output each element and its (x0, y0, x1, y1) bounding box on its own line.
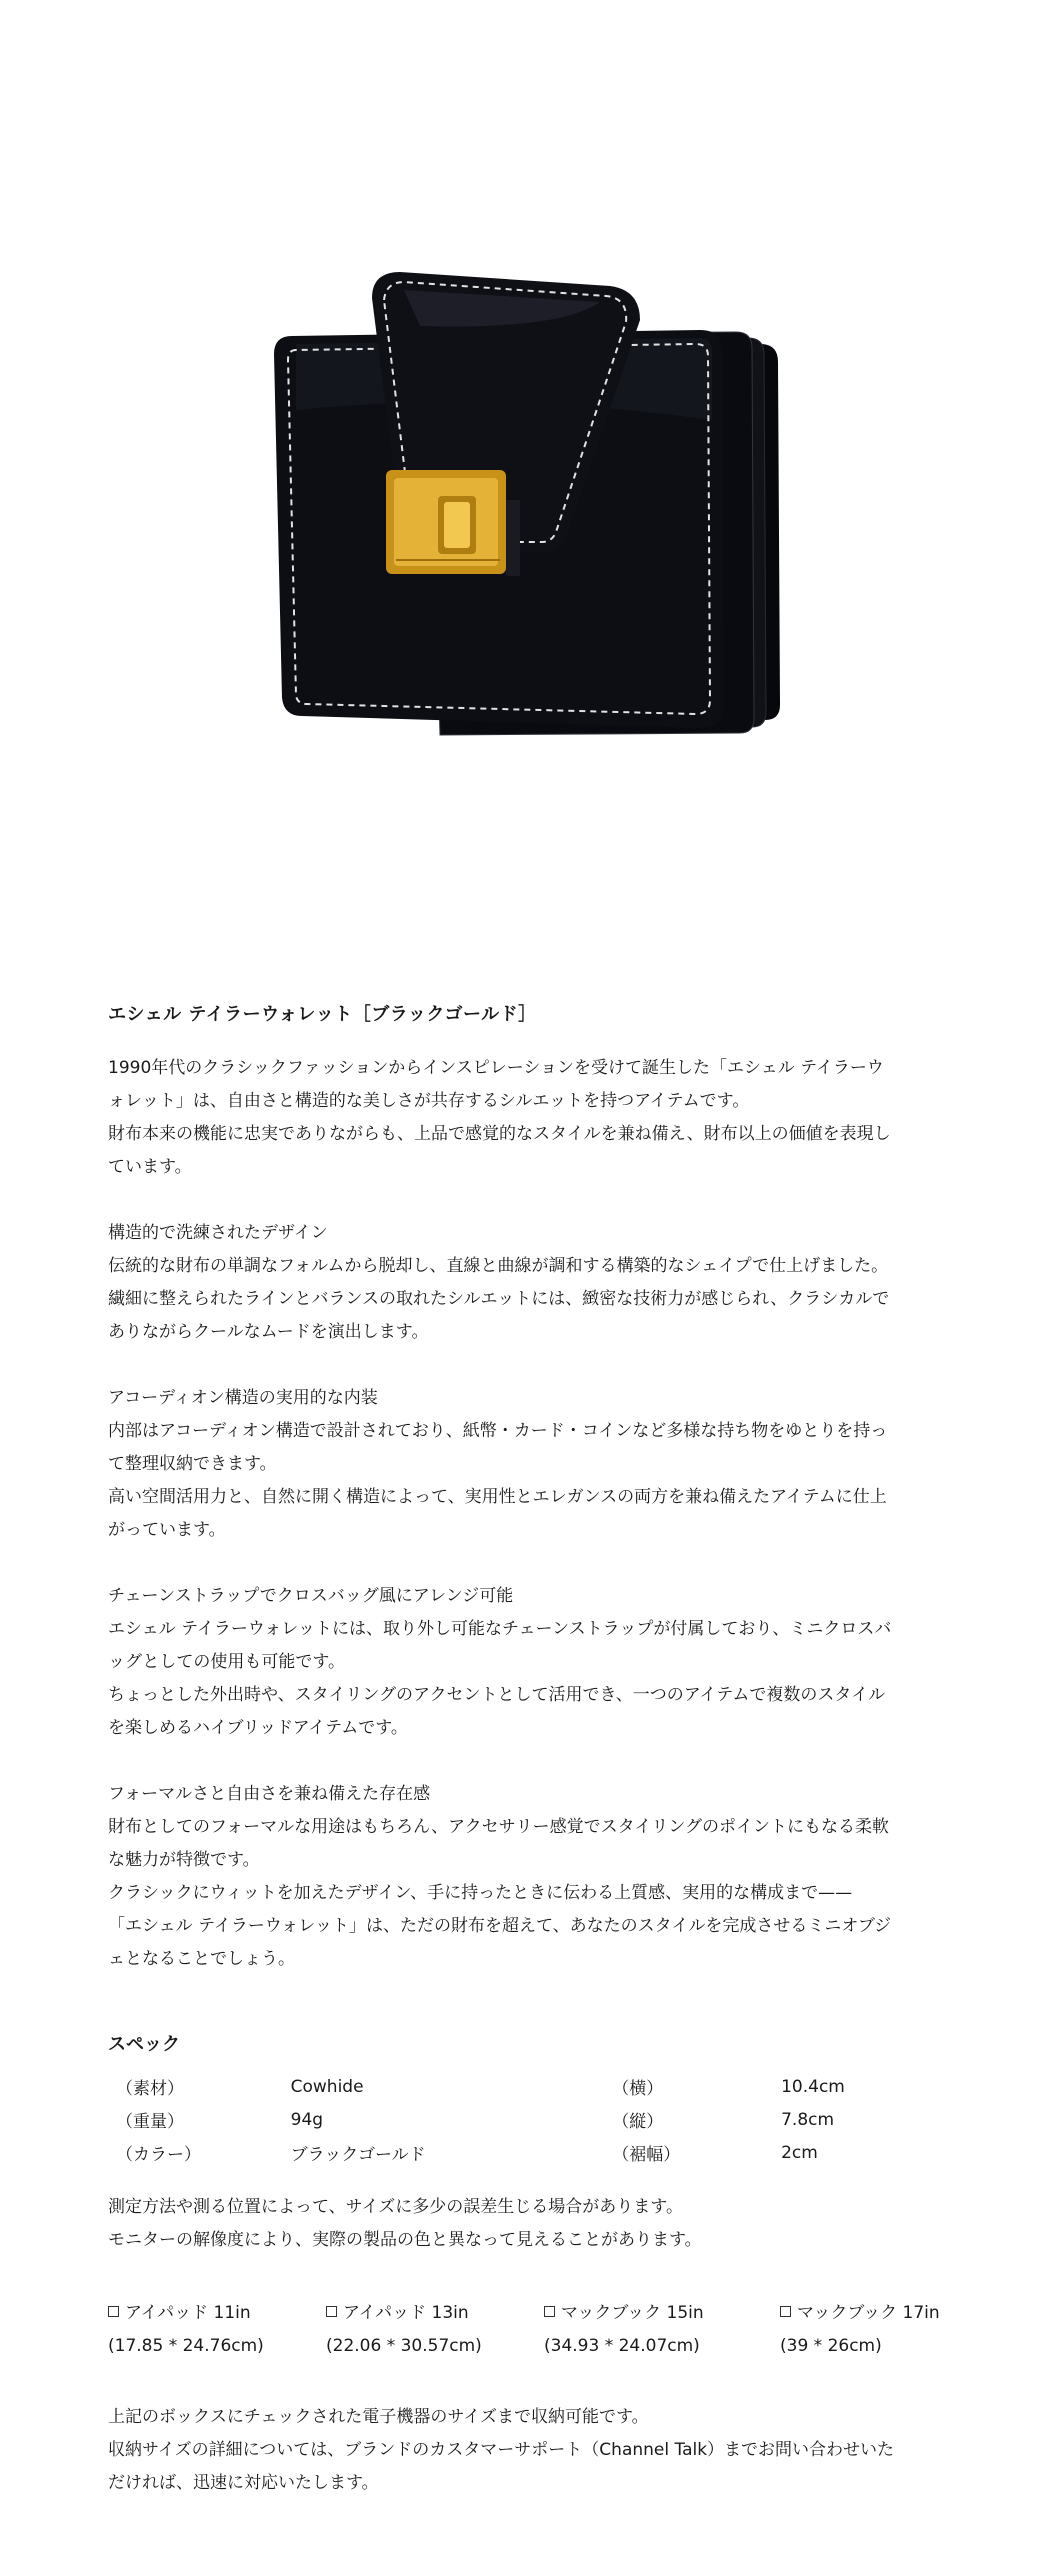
device-name: アイパッド 13in (343, 2303, 469, 2323)
product-title: エシェル テイラーウォレット［ブラックゴールド］ (108, 1004, 537, 1025)
spec-label: （素材） (116, 2079, 184, 2099)
spec-label: （カラー） (116, 2145, 201, 2165)
spec-table (108, 2070, 960, 2169)
spec-title: スペック (108, 2034, 180, 2055)
spec-value: 2cm (781, 2142, 818, 2163)
product-description (108, 1000, 960, 2500)
wallet-product-photo (0, 0, 1052, 960)
table-row (108, 2103, 960, 2136)
section-chain-strap (108, 1580, 960, 1745)
spec-label: （縦） (612, 2112, 664, 2132)
section-body: 伝統的な財布の単調なフォルムから脱却し、直線と曲線が調和する構築的なシェイプで仕上げました。 繊細に整えられたラインとバランスの取れたシルエットには、緻密な技術力が感じられ、クラシカルで ありながらクールなムードを演出します。 (108, 1256, 890, 1342)
spec-notes: 測定方法や測る位置によって、サイズに多少の誤差生じる場合があります。 モニターの解像度により、実際の製品の色と異なって見えることがあります。 (108, 2197, 702, 2250)
spec-value: Cowhide (290, 2076, 364, 2097)
section-heading: フォーマルさと自由さを兼ね備えた存在感 (108, 1784, 431, 1804)
spec-label: （裾幅） (612, 2145, 681, 2165)
section-interior (108, 1382, 960, 1547)
spec-label: （重量） (116, 2112, 184, 2132)
section-heading: チェーンストラップでクロスバッグ風にアレンジ可能 (108, 1586, 514, 1606)
intro-text: 1990年代のクラシックファッションからインスピレーションを受けて誕生した「エシェル テイラーウ ォレット」は、自由さと構造的な美しさが共存するシルエットを持つアイテムです。 財布本来の機能に忠実でありながらも、上品で感覚的なスタイルを兼ね備え、財布以上の価値を表現し ています。 (108, 1058, 891, 1177)
device-size: (17.85 * 24.76cm) (108, 2336, 264, 2356)
section-presence (108, 1778, 960, 1976)
checkbox-icon (108, 2306, 119, 2317)
checkbox-icon (326, 2306, 337, 2317)
device-name: アイパッド 11in (125, 2303, 251, 2323)
device-size: (34.93 * 24.07cm) (544, 2336, 700, 2356)
device-size: (22.06 * 30.57cm) (326, 2336, 482, 2356)
spec-value: 94g (290, 2109, 324, 2130)
spec-value: 10.4cm (781, 2076, 845, 2097)
device-item (326, 2297, 544, 2363)
spec-label: （横） (612, 2079, 664, 2099)
table-row (108, 2136, 960, 2169)
device-size: (39 * 26cm) (780, 2336, 882, 2356)
device-name: マックブック 15in (561, 2303, 704, 2323)
spec-value: 7.8cm (781, 2109, 835, 2130)
device-name: マックブック 17in (797, 2303, 940, 2323)
storage-note: 上記のボックスにチェックされた電子機器のサイズまで収納可能です。 収納サイズの詳細については、ブランドのカスタマーサポート（Channel Talk）までお問い合わせいた だければ、迅速に対応いたします。 (108, 2407, 895, 2493)
section-body: 財布としてのフォーマルな用途はもちろん、アクセサリー感覚でスタイリングのポイントにもなる柔軟 な魅力が特徴です。 クラシックにウィットを加えたデザイン、手に持ったときに伝わる上質感、実用的な構成まで—— 「エシェル テイラーウォレット」は、ただの財布を超えて、あなたのスタイルを完成させるミニオブジ ェとなることでしょう。 (108, 1817, 892, 1969)
device-item (544, 2297, 780, 2363)
device-compatibility (108, 2297, 960, 2363)
device-item (108, 2297, 326, 2363)
section-design (108, 1217, 960, 1349)
section-heading: 構造的で洗練されたデザイン (108, 1223, 328, 1243)
section-body: 内部はアコーディオン構造で設計されており、紙幣・カード・コインなど多様な持ち物をゆとりを持っ て整理収納できます。 高い空間活用力と、自然に開く構造によって、実用性とエレガンスの両方を兼ね備えたアイテムに仕上 がっています。 (108, 1421, 888, 1540)
device-item (780, 2297, 960, 2363)
table-row (108, 2070, 960, 2103)
checkbox-icon (544, 2306, 555, 2317)
product-image (0, 0, 1052, 960)
spec-value: ブラックゴールド (290, 2145, 426, 2165)
section-body: エシェル テイラーウォレットには、取り外し可能なチェーンストラップが付属しており、ミニクロスバ ッグとしての使用も可能です。 ちょっとした外出時や、スタイリングのアクセントとして活用でき、一つのアイテムで複数のスタイル を楽しめるハイブリッドアイテムです。 (108, 1619, 892, 1738)
checkbox-icon (780, 2306, 791, 2317)
section-heading: アコーディオン構造の実用的な内装 (108, 1388, 378, 1408)
